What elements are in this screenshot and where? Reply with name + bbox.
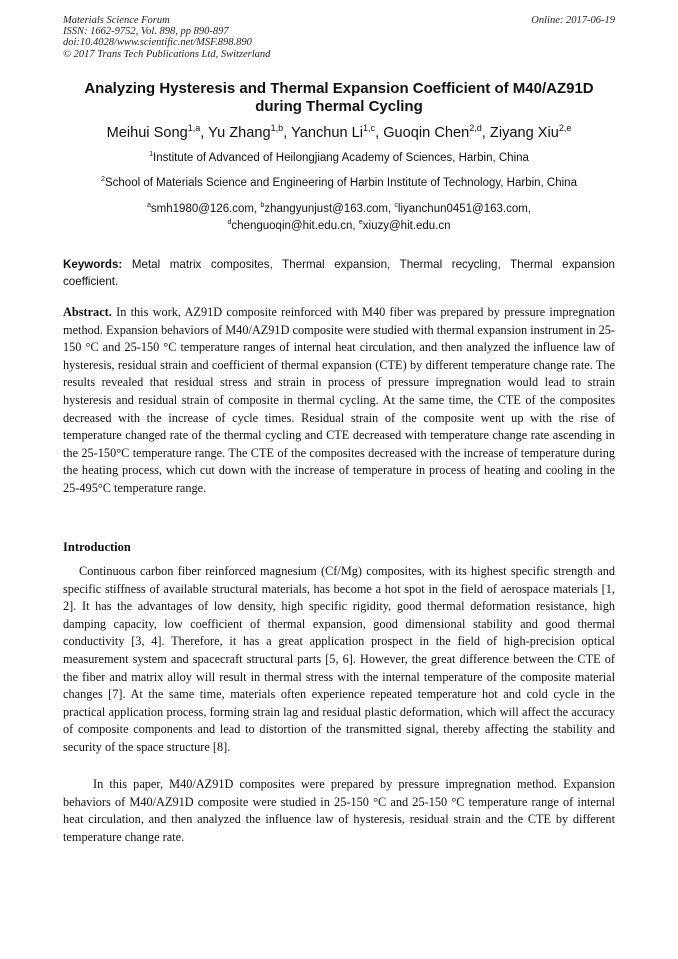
author: Meihui Song$^{1,a}$, xyxy=(106,123,209,141)
email-line-1: $^a$smh1980@126.com, $^b$zhangyunjust@163.com, $^c$liyanchun0451@163.com, xyxy=(146,201,532,215)
abstract xyxy=(63,304,615,498)
email-list xyxy=(40,201,638,235)
keywords-label: Keywords: xyxy=(63,258,123,271)
journal-header xyxy=(63,15,270,60)
doi-line[interactable]: doi:10.4028/www.scientific.net/MSF.898.890 xyxy=(63,37,252,49)
title-line-1: Analyzing Hysteresis and Thermal Expansion Coefficient of M40/AZ91D xyxy=(84,80,594,97)
author: Yanchun Li$^{1,c}$, xyxy=(291,123,384,141)
journal-name: Materials Science Forum xyxy=(63,15,170,26)
copyright-line: © 2017 Trans Tech Publications Ltd, Switzerland xyxy=(63,48,271,60)
online-date: Online: 2017-06-19 xyxy=(531,15,615,26)
email-link[interactable]: chenguoqin@hit.edu.cn, xyxy=(231,220,359,232)
author-list xyxy=(40,124,638,142)
paper-title xyxy=(40,80,638,116)
affiliation-2: $^2$School of Materials Science and Engineering of Harbin Institute of Technology, Harbin, China xyxy=(101,175,577,189)
email-link[interactable]: smh1980@126.com, xyxy=(150,203,261,215)
author: Ziyang Xiu$^{2,e}$ xyxy=(489,123,572,141)
author: Guoqin Chen$^{2,d}$, xyxy=(383,123,490,141)
affiliation-1: $^1$Institute of Advanced of Heilongjiang Academy of Sciences, Harbin, China xyxy=(149,150,529,164)
email-link[interactable]: liyanchun0451@163.com, xyxy=(397,203,532,215)
abstract-label: Abstract. xyxy=(63,305,112,319)
intro-paragraph-2: In this paper, M40/AZ91D composites were prepared by pressure impregnation method. Expansion behaviors of M40/AZ91D composite were studied in 25-150 °C and 25-150 °C temperature range of internal heat circulation, and then analyzed the influence law of hysteresis, residual strain and the CTE by different temperature change rate. xyxy=(63,777,615,844)
intro-paragraph-1: Continuous carbon fiber reinforced magnesium (Cf/Mg) composites, with its highest specific strength and specific stiffness of available structural materials, has become a hot spot in the field of aerospace materials [1, 2]. It has the advantages of low density, high specific rigidity, good thermal deformation resistance, high damping capacity, low coefficient of thermal expansion, good dimensional stability and good thermal conductivity [3, 4]. Therefore, it has a great application prospect in the field of high-precision optical measurement system and spacecraft structural parts [5, 6]. However, the great difference between the CTE of the fiber and matrix alloy will result in thermal stress with the internal temperature of the composite material changes [7]. At the same time, materials often experience repeated temperature hot and cold cycle in the practical application process, forming strain lag and residual plastic deformation, which will affect the accuracy of composite components and lead to distortion of the transmitted signal, thereby affecting the stability and security of the space structure [8]. xyxy=(63,564,615,754)
email-link[interactable]: zhangyunjust@163.com, xyxy=(264,203,395,215)
email-line-2: $^d$chenguoqin@hit.edu.cn, $^e$xiuzy@hit.edu.cn xyxy=(227,218,451,232)
section-heading-introduction: Introduction xyxy=(63,540,131,554)
issn-line: ISSN: 1662-9752, Vol. 898, pp 890-897 xyxy=(63,26,229,38)
author: Yu Zhang$^{1,b}$, xyxy=(208,123,292,141)
email-link[interactable]: xiuzy@hit.edu.cn xyxy=(362,220,451,232)
abstract-text: In this work, AZ91D composite reinforced with M40 fiber was prepared by pressure impregnation method. Expansion behaviors of M40/AZ91D composite were studied with thermal expansion instrument in 25-150 °C and 25-150 °C temperature ranges of internal heat circulation, and then analyzed the influence law of hysteresis, residual strain and coefficient of thermal expansion (CTE) by different temperature change rate. The results revealed that residual stress and strain in process of pressure impregnation would lead to strain hysteresis and residual strain of composite in thermal cycling. At the same time, the CTE of the composites decreased with the increase of cycle times. Residual strain of the composite went up with the rise of temperature changed rate of the thermal cycling and CTE decreased with temperature change rate ascending in the 25-150°C temperature range. The CTE of the composites decreased with the increase of temperature during the heating process, which cut down with the increase of temperature in process of heating and cooling in the 25-495°C temperature range. xyxy=(63,305,615,495)
title-line-2: during Thermal Cycling xyxy=(255,98,423,115)
keywords xyxy=(63,256,615,290)
keywords-text: Metal matrix composites, Thermal expansion, Thermal recycling, Thermal expansion coefficient. xyxy=(63,258,615,288)
